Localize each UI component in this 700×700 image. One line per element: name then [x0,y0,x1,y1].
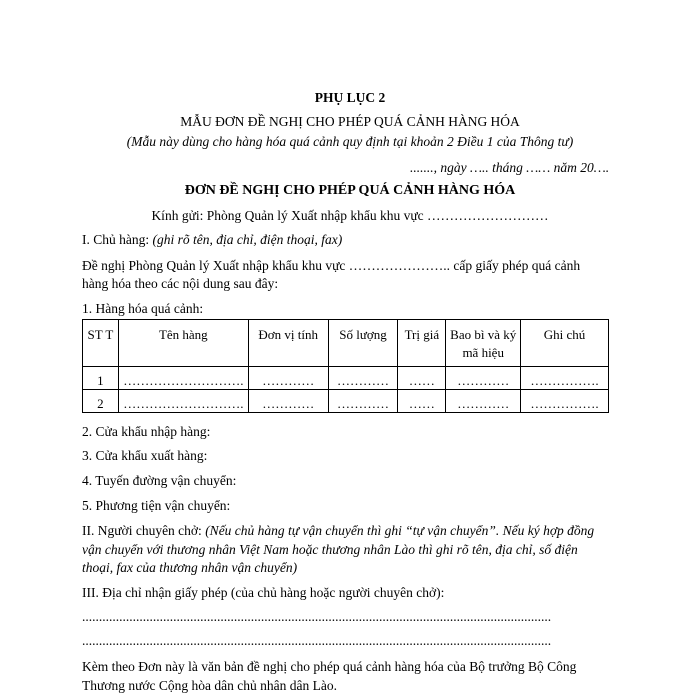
form-name: MẪU ĐƠN ĐỀ NGHỊ CHO PHÉP QUÁ CẢNH HÀNG HÓA [180,114,520,129]
header-unit: Đơn vị tính [248,320,328,367]
recipient-line: Kính gửi: Phòng Quản lý Xuất nhập khẩu khu vực ……………………… [151,208,549,223]
cell-packaging: ………… [446,367,521,390]
section-carrier [82,523,594,539]
section-carrier-label: II. Người chuyên chở: [82,523,206,538]
cell-unit: ………… [248,367,328,390]
closing-line-1: Kèm theo Đơn này là văn bản đề nghị cho phép quá cảnh hàng hóa của Bộ trưởng Bộ Công [82,659,577,674]
section-carrier-note-3: thoại, fax của thương nhân vận chuyển) [82,560,298,575]
goods-heading: 1. Hàng hóa quá cảnh: [82,301,204,316]
section-owner-label: I. Chủ hàng: [82,232,153,247]
cell-value: …… [398,390,446,413]
goods-table-header [83,320,609,367]
route-line: 4. Tuyến đường vận chuyển: [82,473,237,488]
request-line-1: Đề nghị Phòng Quản lý Xuất nhập khẩu khu vực ………………….. cấp giấy phép quá cảnh [82,258,581,273]
document-title: ĐƠN ĐỀ NGHỊ CHO PHÉP QUÁ CẢNH HÀNG HÓA [184,183,516,198]
cell-unit: ………… [248,390,328,413]
cell-notes: ……………. [521,390,609,413]
closing-line-2: Thương nước Cộng hòa dân chủ nhân dân Lào. [82,678,337,693]
cell-value: …… [398,367,446,390]
cell-name: ………………………. [118,367,248,390]
table-row [83,390,609,413]
cell-quantity: ………… [328,390,398,413]
header-value: Trị giá [398,320,446,367]
cell-notes: ……………. [521,367,609,390]
cell-name: ………………………. [118,390,248,413]
export-gate-line: 3. Cửa khẩu xuất hàng: [82,448,208,463]
goods-table [82,319,609,413]
header-stt: ST T [83,320,119,367]
section-carrier-note-2: vận chuyển với thương nhân Việt Nam hoặc thương nhân Lào thì ghi rõ tên, địa chỉ, số điện [82,542,578,557]
header-notes: Ghi chú [521,320,609,367]
address-dotted-line-2: ........................................................................................................................................... [82,633,552,648]
cell-stt: 2 [83,390,119,413]
vehicle-line: 5. Phương tiện vận chuyển: [82,498,231,513]
form-note: (Mẫu này dùng cho hàng hóa quá cảnh quy định tại khoản 2 Điều 1 của Thông tư) [126,134,574,149]
address-dotted-line-1: ........................................................................................................................................... [82,609,552,624]
section-carrier-note-1: (Nếu chủ hàng tự vận chuyển thì ghi “tự vận chuyển”. Nếu ký hợp đồng [205,523,595,538]
import-gate-line: 2. Cửa khẩu nhập hàng: [82,424,211,439]
section-owner [82,232,342,248]
section-owner-hint: (ghi rõ tên, địa chỉ, điện thoại, fax) [152,232,343,247]
date-line: ......., ngày ….. tháng …… năm 20…. [410,160,610,175]
header-name: Tên hàng [118,320,248,367]
table-row [83,367,609,390]
cell-packaging: ………… [446,390,521,413]
request-line-2: hàng hóa theo các nội dung sau đây: [82,276,279,291]
cell-stt: 1 [83,367,119,390]
cell-quantity: ………… [328,367,398,390]
header-packaging: Bao bì và ký mã hiệu [446,320,521,367]
section-address: III. Địa chỉ nhận giấy phép (của chủ hàng hoặc người chuyên chở): [82,585,445,600]
appendix-title: PHỤ LỤC 2 [314,90,386,105]
header-quantity: Số lượng [328,320,398,367]
